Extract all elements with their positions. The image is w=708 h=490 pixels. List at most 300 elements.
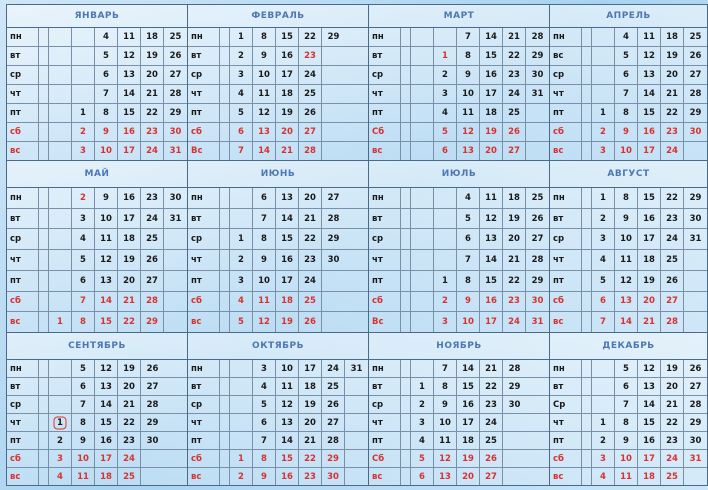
month-title: ДЕКАБРЬ (550, 333, 707, 360)
day-cell: 13 (95, 378, 118, 395)
spacer-cell (401, 188, 411, 208)
day-cell: 2 (49, 432, 72, 449)
month-title: АВГУСТ (550, 161, 707, 188)
spacer-cell (39, 450, 49, 467)
day-cell: 14 (638, 396, 661, 413)
week-row (188, 142, 368, 160)
spacer-cell (220, 250, 230, 270)
day-cell: 29 (689, 192, 702, 203)
day-cell (526, 142, 549, 160)
week-row (188, 104, 368, 123)
day-cell: 23 (503, 292, 526, 312)
day-cell (322, 47, 345, 65)
spacer-cell (220, 188, 230, 208)
weekday-label: вс (550, 312, 582, 332)
week-row (550, 360, 707, 378)
day-cell: 22 (480, 378, 503, 395)
month-grid (7, 28, 187, 160)
week-row (550, 142, 707, 160)
spacer-cell (39, 28, 49, 46)
day-cell: 16 (276, 468, 299, 485)
day-cell (411, 66, 434, 84)
day-cell: 6 (592, 292, 615, 312)
day-cell: 29 (146, 417, 159, 428)
day-cell (322, 292, 345, 312)
day-cell: 24 (661, 229, 684, 249)
spacer-cell (401, 85, 411, 103)
week-row (369, 360, 549, 378)
day-cell: 10 (434, 414, 457, 431)
day-cell: 8 (95, 104, 118, 122)
day-cell: 7 (457, 250, 480, 270)
day-cell (684, 292, 707, 312)
day-cell (411, 229, 434, 249)
calendar-page (6, 4, 702, 486)
weekday-label: пн (550, 28, 582, 46)
day-cell: 20 (299, 414, 322, 431)
day-cell: 2 (592, 432, 615, 449)
day-cell: 17 (480, 312, 503, 332)
weekday-label: пн (550, 188, 582, 208)
day-cell: 15 (276, 28, 299, 46)
day-cell: 20 (299, 188, 322, 208)
day-cell: 1 (230, 450, 253, 467)
day-cell: 9 (457, 292, 480, 312)
day-cell: 12 (276, 396, 299, 413)
day-cell: 17 (638, 450, 661, 467)
day-cell: 1 (230, 28, 253, 46)
day-cell: 3 (230, 66, 253, 84)
day-cell: 22 (503, 47, 526, 65)
week-row (188, 250, 368, 271)
day-cell: 15 (276, 229, 299, 249)
day-cell: 5 (615, 360, 638, 377)
spacer-cell (39, 188, 49, 208)
day-cell: 21 (503, 28, 526, 46)
month-grid (7, 188, 187, 332)
day-cell: 20 (118, 271, 141, 291)
day-cell: 26 (299, 104, 322, 122)
month-grid (550, 360, 707, 485)
day-cell: 9 (253, 47, 276, 65)
day-cell (49, 292, 72, 312)
day-cell: 8 (72, 414, 95, 431)
weekday-label: вс (7, 142, 39, 160)
day-cell (592, 378, 615, 395)
weekday-label: вт (369, 209, 401, 229)
day-cell: 22 (118, 312, 141, 332)
day-cell: 5 (615, 47, 638, 65)
day-cell (411, 209, 434, 229)
day-cell (49, 250, 72, 270)
day-cell: 27 (689, 70, 702, 80)
day-cell (49, 123, 72, 141)
spacer-cell (582, 360, 592, 377)
day-cell: 14 (480, 28, 503, 46)
week-row (7, 450, 187, 468)
day-cell: 6 (457, 229, 480, 249)
week-row (550, 432, 707, 450)
day-cell: 7 (615, 396, 638, 413)
weekday-label: вт (7, 47, 39, 65)
spacer-cell (220, 104, 230, 122)
week-row (369, 432, 549, 450)
day-cell: 13 (253, 123, 276, 141)
day-cell: 11 (480, 188, 503, 208)
day-cell: 21 (661, 85, 684, 103)
weekday-label: сб (188, 292, 220, 312)
day-cell: 10 (457, 85, 480, 103)
day-cell: 6 (253, 188, 276, 208)
day-cell: 30 (689, 127, 702, 137)
spacer-cell (582, 468, 592, 485)
spacer-cell (582, 47, 592, 65)
day-cell: 23 (299, 250, 322, 270)
day-cell: 25 (503, 104, 526, 122)
day-cell: 4 (230, 292, 253, 312)
day-cell: 13 (480, 229, 503, 249)
day-cell: 25 (661, 468, 684, 485)
day-cell: 16 (118, 188, 141, 208)
weekday-label: пн (188, 360, 220, 377)
month-11 (369, 333, 550, 486)
spacer-cell (220, 432, 230, 449)
day-cell: 2 (72, 123, 95, 141)
spacer-cell (401, 123, 411, 141)
day-cell (503, 468, 526, 485)
day-cell (345, 396, 368, 413)
spacer-cell (220, 414, 230, 431)
day-cell: 19 (141, 47, 164, 65)
week-row (550, 85, 707, 104)
day-cell: 10 (276, 360, 299, 377)
weekday-label: пн (188, 28, 220, 46)
day-cell (503, 450, 526, 467)
day-cell: 25 (480, 432, 503, 449)
day-cell: 23 (661, 209, 684, 229)
weekday-label: чт (7, 250, 39, 270)
day-cell: 13 (95, 271, 118, 291)
day-cell: 19 (276, 312, 299, 332)
day-cell: 14 (95, 292, 118, 312)
day-cell: 21 (299, 432, 322, 449)
day-cell: 1 (592, 188, 615, 208)
weekday-label: вс (7, 312, 39, 332)
week-row (7, 250, 187, 271)
day-cell: 6 (434, 142, 457, 160)
week-row (550, 378, 707, 396)
day-cell: 15 (638, 104, 661, 122)
month-4 (550, 4, 708, 161)
weekday-label: Сб (369, 123, 401, 141)
day-cell: 9 (95, 188, 118, 208)
day-cell: 18 (276, 292, 299, 312)
spacer-cell (582, 28, 592, 46)
day-cell: 13 (276, 414, 299, 431)
day-cell: 11 (253, 85, 276, 103)
day-cell: 24 (299, 271, 322, 291)
day-cell: 4 (253, 378, 276, 395)
day-cell: 5 (592, 271, 615, 291)
week-row (7, 271, 187, 292)
day-cell: 30 (146, 435, 159, 446)
day-cell: 31 (169, 146, 182, 156)
week-row (188, 468, 368, 485)
day-cell: 7 (434, 360, 457, 377)
day-cell: 12 (480, 209, 503, 229)
weekday-label: вт (188, 47, 220, 65)
day-cell: 10 (253, 271, 276, 291)
day-cell: 5 (95, 47, 118, 65)
day-cell: 14 (253, 142, 276, 160)
day-cell: 14 (457, 360, 480, 377)
day-cell: 3 (72, 209, 95, 229)
day-cell: 3 (592, 229, 615, 249)
weekday-label: Вс (188, 142, 220, 160)
weekday-label: пт (7, 104, 39, 122)
spacer-cell (401, 378, 411, 395)
day-cell: 3 (72, 142, 95, 160)
day-cell: 15 (118, 104, 141, 122)
day-cell: 10 (253, 66, 276, 84)
spacer-cell (220, 229, 230, 249)
day-cell (592, 360, 615, 377)
day-cell (434, 250, 457, 270)
day-cell: 26 (531, 213, 544, 224)
day-cell (72, 66, 95, 84)
week-row (369, 378, 549, 396)
day-cell (49, 47, 72, 65)
day-cell: 21 (480, 360, 503, 377)
week-row (7, 414, 187, 432)
day-cell: 28 (689, 399, 702, 410)
day-cell (164, 312, 187, 332)
day-cell: 30 (689, 435, 702, 446)
spacer-cell (401, 229, 411, 249)
day-cell: 1 (592, 414, 615, 431)
day-cell: 13 (434, 468, 457, 485)
day-cell (503, 414, 526, 431)
day-cell: 7 (230, 142, 253, 160)
day-cell: 18 (638, 250, 661, 270)
day-cell: 27 (661, 292, 684, 312)
day-cell: 30 (508, 399, 521, 410)
spacer-cell (220, 85, 230, 103)
spacer-cell (401, 312, 411, 332)
month-grid (369, 360, 549, 485)
week-row (369, 292, 549, 313)
weekday-label: ср (369, 229, 401, 249)
spacer-cell (401, 414, 411, 431)
week-row (369, 188, 549, 209)
day-cell: 19 (118, 250, 141, 270)
weekday-label: ср (369, 396, 401, 413)
day-cell: 15 (638, 414, 661, 431)
day-cell: 29 (322, 450, 345, 467)
day-cell: 25 (141, 229, 164, 249)
day-cell: 9 (253, 468, 276, 485)
day-cell: 21 (299, 209, 322, 229)
month-9 (6, 333, 188, 486)
day-cell (230, 432, 253, 449)
weekday-label: ср (7, 229, 39, 249)
day-cell: 14 (95, 396, 118, 413)
day-cell (322, 66, 345, 84)
weekday-label: пт (550, 432, 582, 449)
day-cell: 19 (661, 47, 684, 65)
day-cell: 6 (72, 378, 95, 395)
day-cell: 14 (276, 209, 299, 229)
day-cell (345, 414, 368, 431)
day-cell: 2 (592, 123, 615, 141)
month-grid (550, 28, 707, 160)
day-cell: 3 (411, 414, 434, 431)
day-cell: 18 (457, 432, 480, 449)
spacer-cell (39, 66, 49, 84)
day-cell: 31 (689, 453, 702, 464)
spacer-cell (582, 432, 592, 449)
day-cell: 22 (661, 104, 684, 122)
day-cell: 27 (146, 381, 159, 392)
day-cell: 31 (169, 213, 182, 224)
day-cell: 17 (480, 85, 503, 103)
day-cell: 25 (299, 292, 322, 312)
spacer-cell (401, 104, 411, 122)
day-cell: 30 (327, 255, 340, 266)
weekday-label: вт (7, 209, 39, 229)
day-cell (411, 312, 434, 332)
weekday-label: вт (369, 378, 401, 395)
day-cell: 24 (141, 142, 164, 160)
day-cell: 31 (689, 234, 702, 245)
week-row (7, 378, 187, 396)
day-cell: 9 (615, 123, 638, 141)
week-row (369, 250, 549, 271)
day-cell (49, 188, 72, 208)
spacer-cell (220, 312, 230, 332)
day-cell: 27 (141, 271, 164, 291)
weekday-label: пн (550, 360, 582, 377)
day-cell: 3 (592, 142, 615, 160)
day-cell: 17 (276, 271, 299, 291)
day-cell: 7 (457, 28, 480, 46)
day-cell (684, 468, 707, 485)
day-cell: 30 (531, 296, 544, 307)
day-cell: 9 (457, 66, 480, 84)
week-row (7, 229, 187, 250)
weekday-label: пт (369, 271, 401, 291)
weekday-label: вс (550, 142, 582, 160)
day-cell: 29 (689, 108, 702, 118)
day-cell: 6 (95, 66, 118, 84)
month-title: ИЮНЬ (188, 161, 368, 188)
day-cell: 29 (169, 108, 182, 118)
weekday-label: сб (7, 292, 39, 312)
day-cell: 25 (322, 378, 345, 395)
day-cell (230, 209, 253, 229)
month-10 (188, 333, 369, 486)
day-cell: 25 (118, 468, 141, 485)
day-cell: 8 (457, 47, 480, 65)
day-cell: 2 (72, 188, 95, 208)
spacer-cell (39, 432, 49, 449)
day-cell: 19 (503, 209, 526, 229)
week-row (369, 104, 549, 123)
weekday-label: ср (7, 66, 39, 84)
day-cell: 22 (118, 414, 141, 431)
day-cell: 16 (118, 123, 141, 141)
day-cell (49, 104, 72, 122)
week-row (188, 229, 368, 250)
day-cell: 20 (661, 378, 684, 395)
day-cell (684, 250, 707, 270)
week-row (369, 396, 549, 414)
day-cell: 28 (141, 292, 164, 312)
day-cell (434, 188, 457, 208)
day-cell: 21 (661, 396, 684, 413)
day-cell: 13 (638, 378, 661, 395)
weekday-label: чт (369, 250, 401, 270)
day-cell (684, 312, 707, 332)
day-cell: 26 (299, 312, 322, 332)
weekday-label: пт (369, 104, 401, 122)
day-cell: 12 (95, 250, 118, 270)
day-cell: 8 (72, 312, 95, 332)
spacer-cell (39, 378, 49, 395)
week-row (188, 271, 368, 292)
spacer-cell (39, 47, 49, 65)
day-cell: 2 (230, 47, 253, 65)
weekday-label: пн (7, 28, 39, 46)
spacer-cell (39, 292, 49, 312)
day-cell: 18 (95, 468, 118, 485)
weekday-label: пт (188, 432, 220, 449)
spacer-cell (401, 142, 411, 160)
day-cell: 23 (661, 123, 684, 141)
week-row (7, 47, 187, 66)
day-cell: 24 (322, 360, 345, 377)
weekday-label: сб (188, 123, 220, 141)
spacer-cell (220, 396, 230, 413)
day-cell: 17 (299, 360, 322, 377)
spacer-cell (220, 209, 230, 229)
day-cell: 17 (638, 142, 661, 160)
day-cell: 18 (638, 468, 661, 485)
month-8 (550, 161, 708, 333)
spacer-cell (401, 396, 411, 413)
day-cell (345, 468, 368, 485)
day-cell: 27 (322, 414, 345, 431)
day-cell: 7 (72, 396, 95, 413)
day-cell (411, 123, 434, 141)
day-cell: 2 (434, 292, 457, 312)
day-cell: 23 (299, 468, 322, 485)
day-cell: 20 (276, 123, 299, 141)
day-cell: 17 (95, 450, 118, 467)
day-cell: 29 (327, 234, 340, 245)
day-cell: 6 (253, 414, 276, 431)
day-cell: 16 (457, 396, 480, 413)
day-cell (72, 47, 95, 65)
week-row (550, 396, 707, 414)
day-cell (230, 396, 253, 413)
day-cell: 23 (661, 432, 684, 449)
weekday-label: Вс (369, 312, 401, 332)
spacer-cell (39, 250, 49, 270)
day-cell: 8 (615, 104, 638, 122)
day-cell: 24 (141, 209, 164, 229)
day-cell: 12 (638, 47, 661, 65)
